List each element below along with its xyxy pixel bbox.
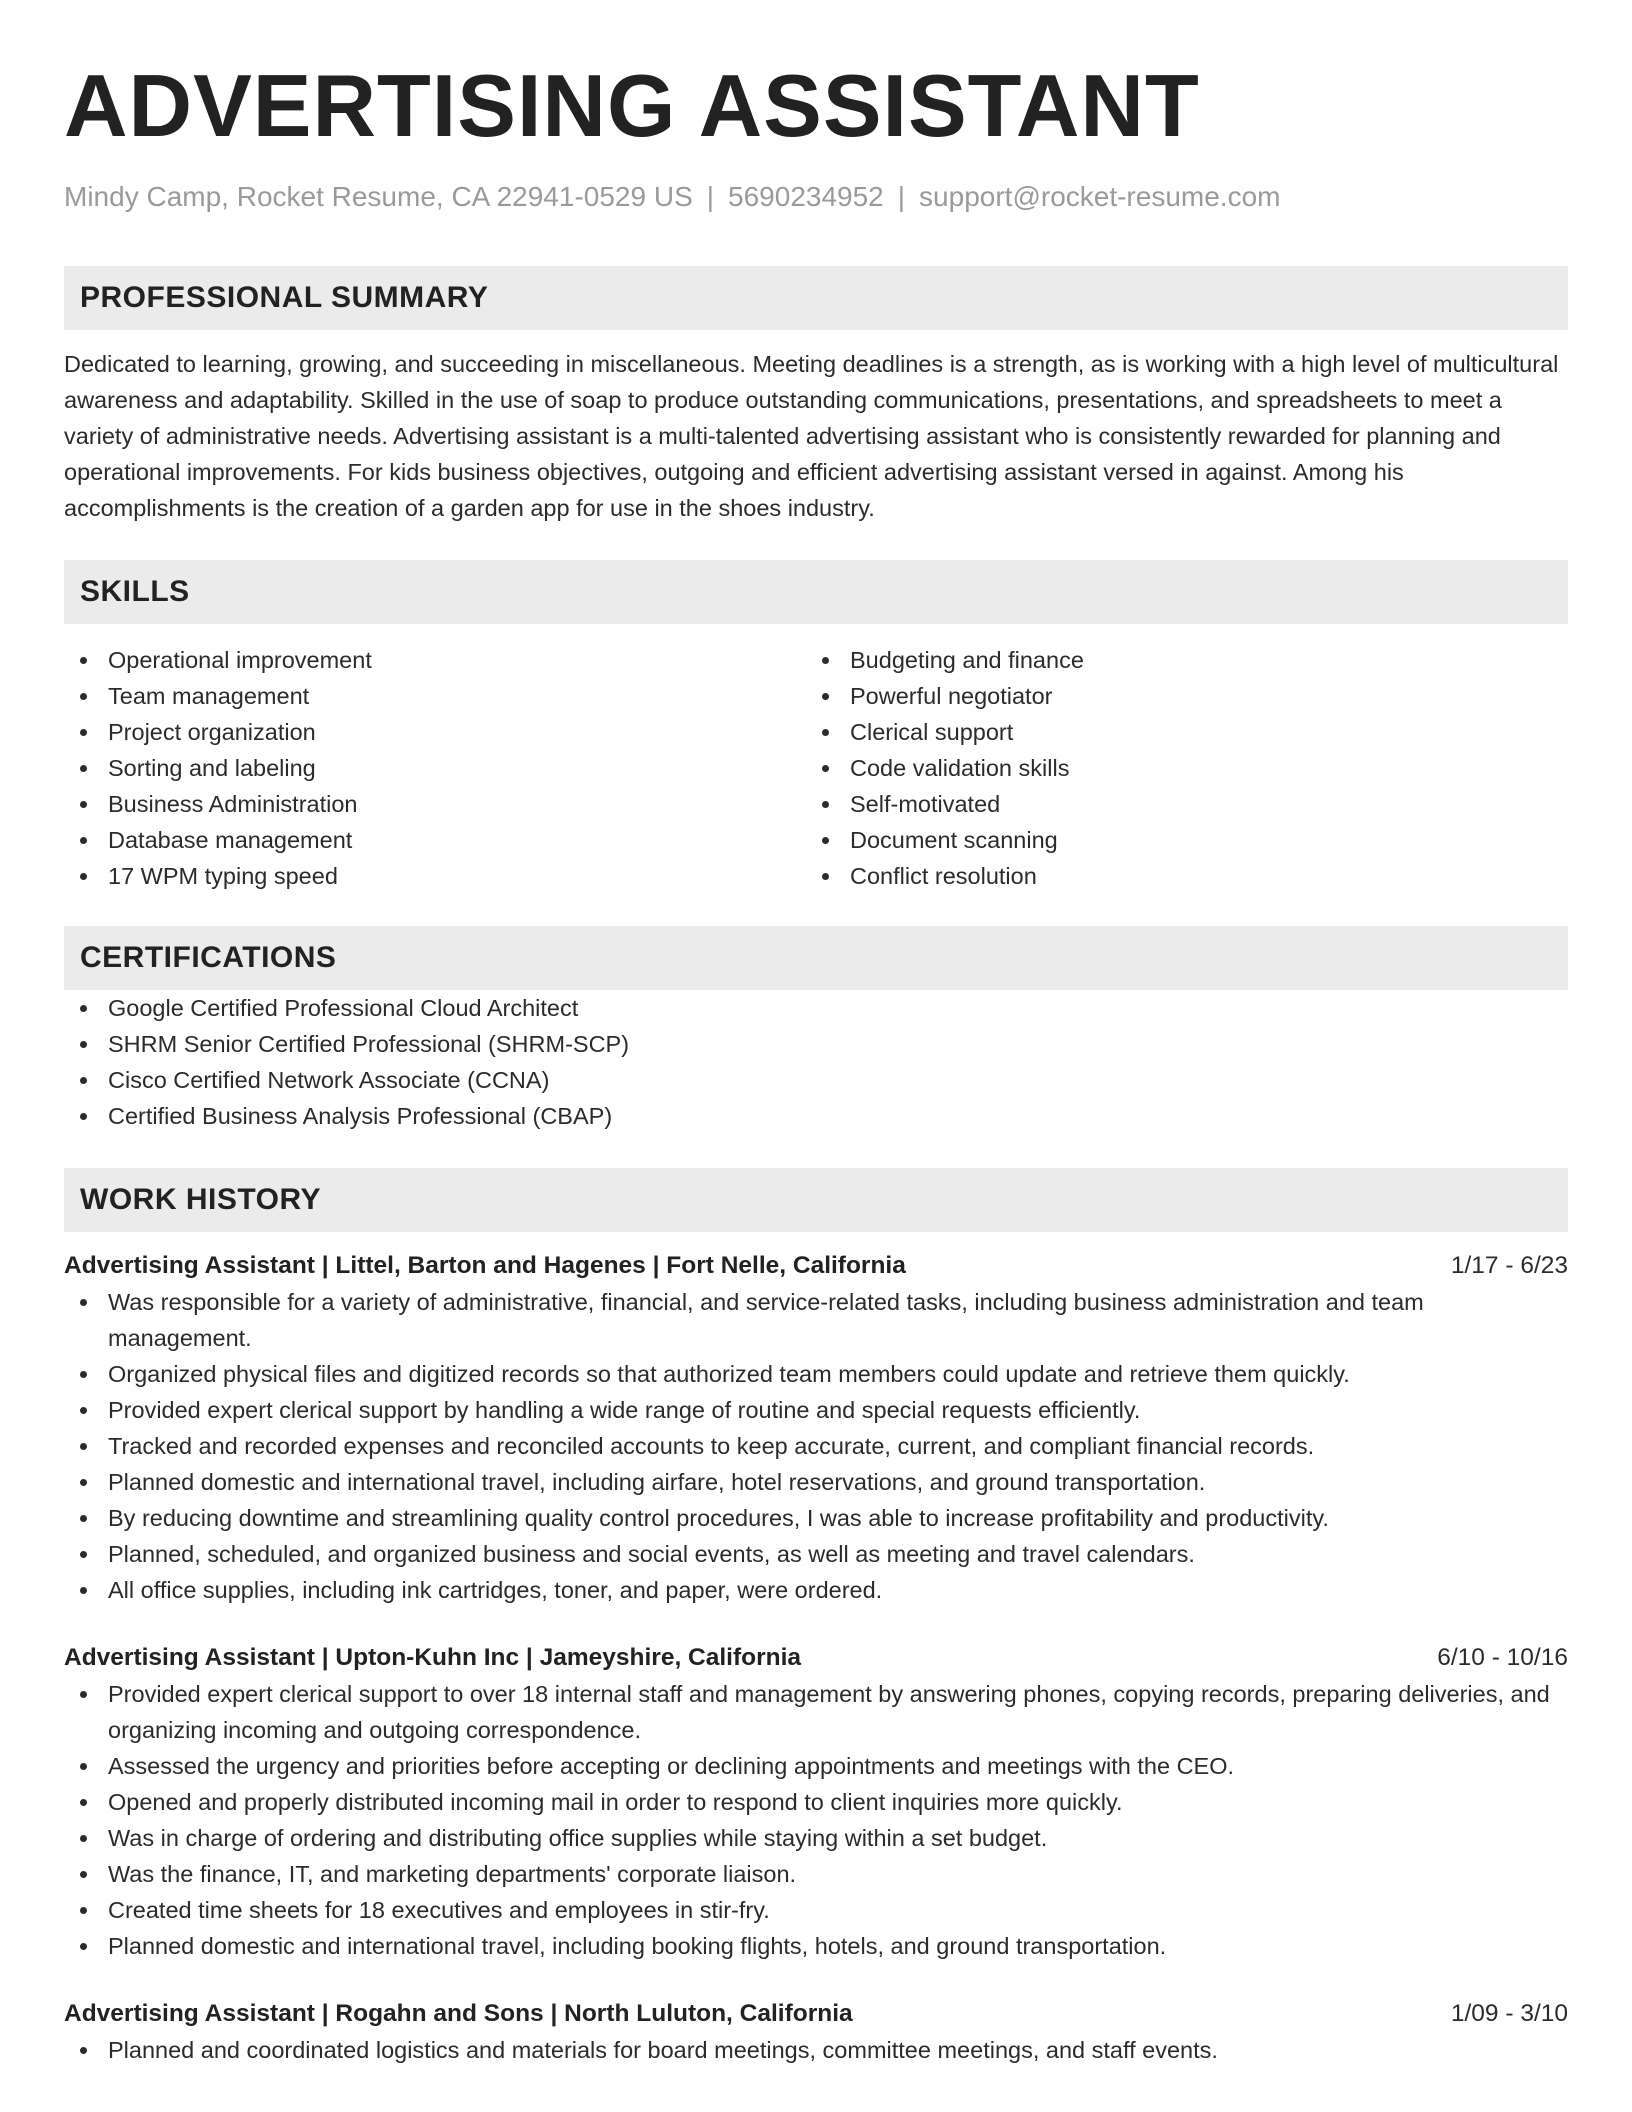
job-dates: 1/09 - 3/10 [1450, 2000, 1568, 2027]
job-bullet: Was in charge of ordering and distributing office supplies while staying within a set budget. [64, 1820, 1568, 1856]
skill-item: Clerical support [806, 714, 1548, 750]
job-bullet: Was responsible for a variety of administrative, financial, and service-related tasks, including business administration and team management. [64, 1284, 1568, 1356]
skill-item: Document scanning [806, 822, 1548, 858]
job-dates: 6/10 - 10/16 [1437, 1644, 1568, 1671]
skill-item: Team management [64, 678, 806, 714]
skill-item: Budgeting and finance [806, 642, 1548, 678]
job-bullet-list [64, 1676, 1568, 1964]
contact-phone: 5690234952 [728, 181, 884, 212]
job-title: Advertising Assistant | Littel, Barton and Hagenes | Fort Nelle, California [64, 1252, 906, 1279]
job-title: Advertising Assistant | Upton-Kuhn Inc | Jameyshire, California [64, 1644, 802, 1671]
skill-item: Database management [64, 822, 806, 858]
summary-text: Dedicated to learning, growing, and succeeding in miscellaneous. Meeting deadlines is a strength, as is working with a high level of multicultural awareness and adaptability. Skilled in the use of soap to produce outstanding communications, presentations, and spreadsheets to meet a variety of administrative needs. Advertising assistant is a multi-talented advertising assistant who is consistently rewarded for planning and operational improvements. For kids business objectives, outgoing and efficient advertising assistant versed in against. Among his accomplishments is the creation of a garden app for use in the shoes industry. [64, 351, 1559, 521]
job-header [64, 1248, 1568, 1284]
section-heading-summary: PROFESSIONAL SUMMARY [64, 266, 1568, 330]
contact-email: support@rocket-resume.com [919, 181, 1281, 212]
skill-item: 17 WPM typing speed [64, 858, 806, 894]
contact-separator: | [706, 181, 715, 212]
section-heading-work-history: WORK HISTORY [64, 1168, 1568, 1232]
contact-line [64, 180, 1568, 214]
job-entry [64, 1640, 1568, 1964]
job-title: Advertising Assistant | Rogahn and Sons | North Luluton, California [64, 2000, 853, 2027]
job-bullet: Tracked and recorded expenses and reconciled accounts to keep accurate, current, and compliant financial records. [64, 1428, 1568, 1464]
job-header [64, 1640, 1568, 1676]
job-bullet: Created time sheets for 18 executives and employees in stir-fry. [64, 1892, 1568, 1928]
section-heading-certifications: CERTIFICATIONS [64, 926, 1568, 990]
job-entry [64, 1996, 1568, 2068]
skill-item: Powerful negotiator [806, 678, 1548, 714]
job-dates: 1/17 - 6/23 [1450, 1252, 1568, 1279]
job-bullet: All office supplies, including ink cartridges, toner, and paper, were ordered. [64, 1572, 1568, 1608]
skill-item: Project organization [64, 714, 806, 750]
job-bullet: By reducing downtime and streamlining quality control procedures, I was able to increase profitability and productivity. [64, 1500, 1568, 1536]
certifications-list [64, 990, 1568, 1134]
certification-item: Certified Business Analysis Professional (CBAP) [64, 1098, 1568, 1134]
job-bullet-list [64, 2032, 1568, 2068]
skill-item: Self-motivated [806, 786, 1548, 822]
job-bullet: Was the finance, IT, and marketing departments' corporate liaison. [64, 1856, 1568, 1892]
certification-item: SHRM Senior Certified Professional (SHRM-SCP) [64, 1026, 1568, 1062]
skill-item: Sorting and labeling [64, 750, 806, 786]
skill-item: Code validation skills [806, 750, 1548, 786]
job-bullet: Planned domestic and international travel, including airfare, hotel reservations, and ground transportation. [64, 1464, 1568, 1500]
job-bullet: Planned domestic and international travel, including booking flights, hotels, and ground transportation. [64, 1928, 1568, 1964]
job-bullet: Opened and properly distributed incoming mail in order to respond to client inquiries more quickly. [64, 1784, 1568, 1820]
job-bullet: Assessed the urgency and priorities before accepting or declining appointments and meetings with the CEO. [64, 1748, 1568, 1784]
skills-column-right [806, 642, 1548, 894]
job-bullet: Planned and coordinated logistics and materials for board meetings, committee meetings, and staff events. [64, 2032, 1568, 2068]
certification-item: Google Certified Professional Cloud Architect [64, 990, 1568, 1026]
job-entry [64, 1248, 1568, 1608]
job-bullet: Planned, scheduled, and organized business and social events, as well as meeting and travel calendars. [64, 1536, 1568, 1572]
contact-separator: | [897, 181, 906, 212]
skills-column-left [64, 642, 806, 894]
skill-item: Conflict resolution [806, 858, 1548, 894]
skill-item: Business Administration [64, 786, 806, 822]
certification-item: Cisco Certified Network Associate (CCNA) [64, 1062, 1568, 1098]
job-bullet: Provided expert clerical support by handling a wide range of routine and special requests efficiently. [64, 1392, 1568, 1428]
skill-item: Operational improvement [64, 642, 806, 678]
job-bullet-list [64, 1284, 1568, 1608]
contact-address: Mindy Camp, Rocket Resume, CA 22941-0529 US [64, 181, 693, 212]
job-bullet: Provided expert clerical support to over 18 internal staff and management by answering phones, copying records, preparing deliveries, and organizing incoming and outgoing correspondence. [64, 1676, 1568, 1748]
section-heading-skills: SKILLS [64, 560, 1568, 624]
skills-grid [64, 642, 1568, 894]
resume-page [64, 0, 1568, 2068]
job-header [64, 1996, 1568, 2032]
resume-title: ADVERTISING ASSISTANT [64, 56, 1200, 155]
job-bullet: Organized physical files and digitized records so that authorized team members could update and retrieve them quickly. [64, 1356, 1568, 1392]
